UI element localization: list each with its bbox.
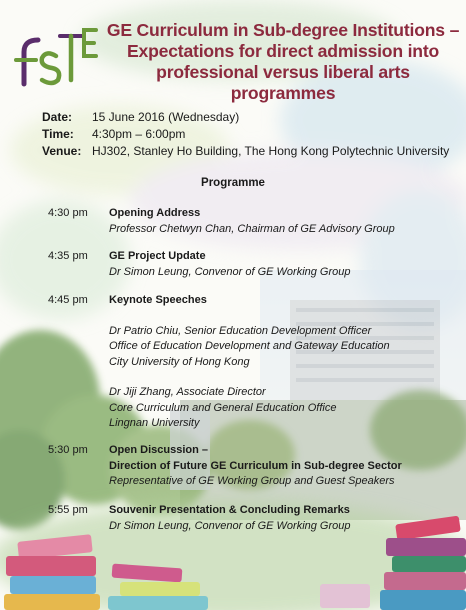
- fste-logo: [10, 22, 102, 92]
- event-details: [42, 109, 449, 160]
- item-time: 5:55 pm: [48, 504, 88, 516]
- venue-row: [42, 143, 449, 160]
- venue-label: Venue:: [42, 144, 82, 158]
- time-value: 4:30pm – 6:00pm: [92, 127, 186, 141]
- time-label: Time:: [42, 127, 74, 141]
- speaker-1-line: City University of Hong Kong: [109, 355, 250, 368]
- item-title: Keynote Speeches: [109, 294, 207, 306]
- item-time: 4:45 pm: [48, 294, 88, 306]
- title-line-3: professional versus liberal arts programmes: [156, 62, 410, 103]
- title-line-1: GE Curriculum in Sub-degree Institutions –: [106, 20, 460, 40]
- event-title: [103, 20, 463, 104]
- item-title: Opening Address: [109, 207, 201, 219]
- item-title: Open Discussion –: [109, 444, 209, 456]
- title-line-2: Expectations for direct admission into: [126, 41, 440, 61]
- item-time: 4:35 pm: [48, 250, 88, 262]
- speaker-2-line: Dr Jiji Zhang, Associate Director: [109, 386, 266, 398]
- keynote-speaker-2: [109, 385, 459, 432]
- item-speaker: Professor Chetwyn Chan, Chairman of GE Advisory Group: [109, 222, 395, 235]
- item-time: 4:30 pm: [48, 207, 88, 219]
- time-row: [42, 126, 449, 143]
- item-title: Souvenir Presentation & Concluding Remarks: [109, 504, 350, 516]
- speaker-1-line: Office of Education Development and Gateway Education: [109, 340, 390, 352]
- item-title-continued: Direction of Future GE Curriculum in Sub-degree Sector: [109, 459, 402, 472]
- venue-value: HJ302, Stanley Ho Building, The Hong Kong Polytechnic University: [92, 144, 450, 158]
- speaker-1-line: Dr Patrio Chiu, Senior Education Development Officer: [109, 324, 372, 337]
- item-speaker: Dr Simon Leung, Convenor of GE Working Group: [109, 519, 351, 532]
- item-time: 5:30 pm: [48, 444, 88, 456]
- speaker-2-line: Lingnan University: [109, 417, 200, 429]
- item-title: GE Project Update: [109, 250, 206, 262]
- keynote-speaker-1: [109, 324, 459, 371]
- item-speaker: Dr Simon Leung, Convenor of GE Working Group: [109, 265, 351, 278]
- item-speaker: Representative of GE Working Group and Guest Speakers: [109, 475, 395, 487]
- date-row: [42, 109, 449, 126]
- programme-heading: Programme: [201, 177, 265, 189]
- speaker-2-line: Core Curriculum and General Education Office: [109, 401, 337, 414]
- date-value: 15 June 2016 (Wednesday): [92, 110, 240, 124]
- date-label: Date:: [42, 110, 73, 124]
